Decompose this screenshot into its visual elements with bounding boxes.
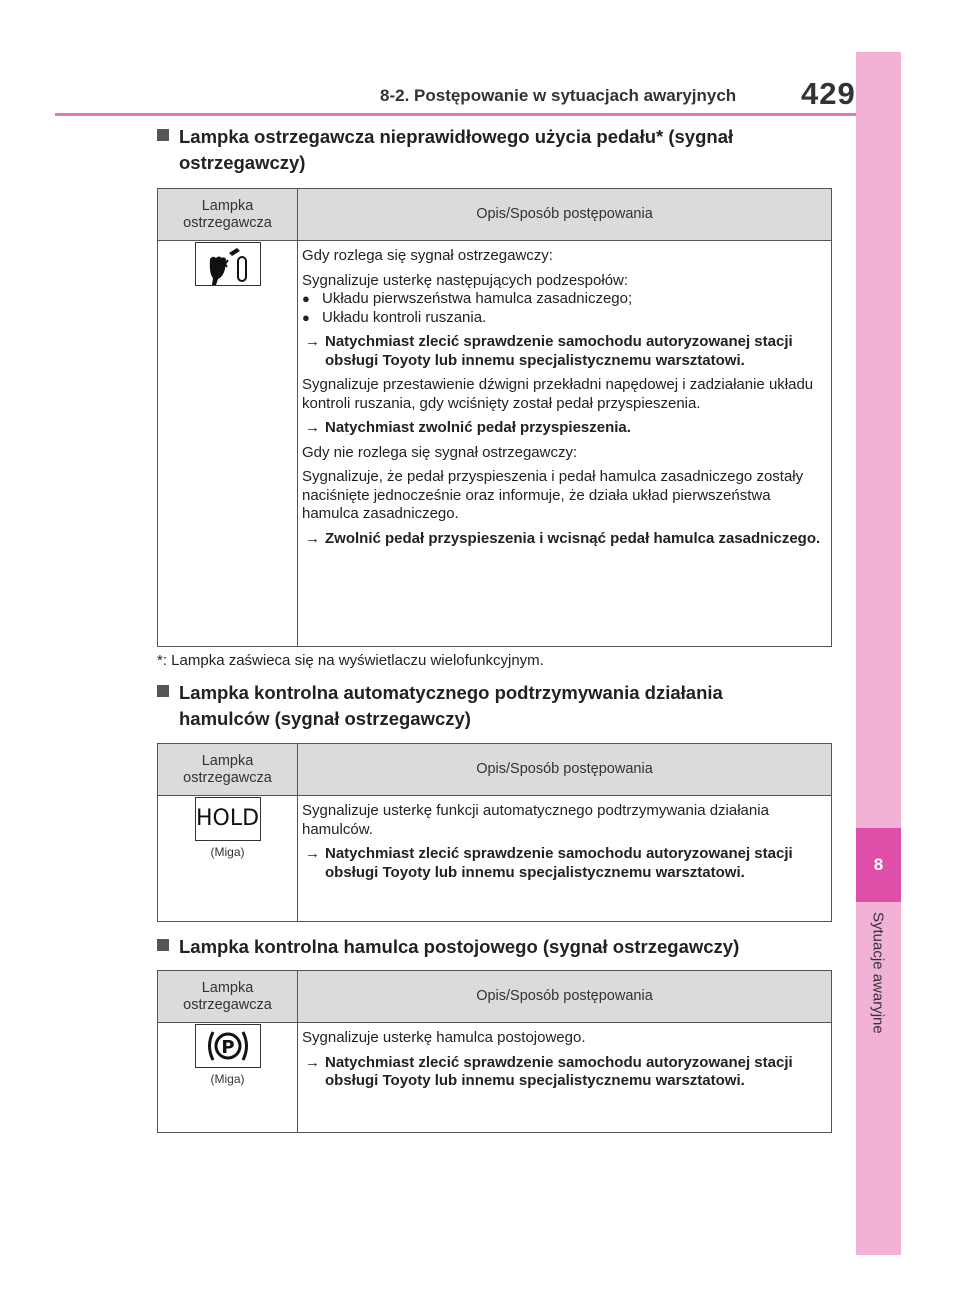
description-cell: Gdy rozlega się sygnał ostrzegawczy: Sygnalizuje usterkę następujących podzespołów: ● Układu pierwszeństwa hamulca zasadniczego; ● Układu kontroli ruszania. → Natychmiast zlecić sprawdzenie samochodu autoryzowanej stacji obsługi Toyoty lub innemu specjalistycznemu warsztatowi. Sygnalizuje przestawienie dźwigni przekładni napędowej i zadziałanie układu kontroli ruszania, gdy wciśnięty został pedał przyspieszenia. → Natychmiast zwolnić pedał przyspieszenia. Gdy nie rozlega się sygnał ostrzegawczy: Sygnalizuje, że pedał przyspieszenia i pedał hamulca zasadniczego zostały naciśnięte jednocześnie oraz informuje, że działa układ pierwszeństwa hamulca zasadniczego. → Zwolnić pedał przyspieszenia i wcisnąć pedał hamulca zasadniczego. <box>298 241 832 647</box>
action-item: → Natychmiast zlecić sprawdzenie samochodu autoryzowanej stacji obsługi Toyoty lub innemu specjalistycznemu warsztatowi. <box>305 333 793 369</box>
section3-heading: Lampka kontrolna hamulca postojowego (sygnał ostrzegawczy) <box>157 934 827 960</box>
blink-note: (Miga) <box>210 1072 245 1086</box>
square-bullet-icon <box>157 129 169 141</box>
square-bullet-icon <box>157 939 169 951</box>
col-header-desc: Opis/Sposób postępowania <box>298 744 832 796</box>
col-header-lamp: Lampka ostrzegawcza <box>158 971 298 1023</box>
action-item: → Natychmiast zlecić sprawdzenie samochodu autoryzowanej stacji obsługi Toyoty lub innemu specjalistycznemu warsztatowi. <box>305 845 793 881</box>
list-item: ● Układu pierwszeństwa hamulca zasadniczego; <box>302 290 633 307</box>
warning-table-2 <box>157 743 832 922</box>
section-title: 8-2. Postępowanie w sytuacjach awaryjnych <box>380 86 737 105</box>
action-item: → Natychmiast zwolnić pedał przyspieszenia. <box>305 419 631 436</box>
lamp-cell <box>158 1023 298 1133</box>
blink-note: (Miga) <box>210 845 245 859</box>
section2-heading: Lampka kontrolna automatycznego podtrzymywania działania hamulców (sygnał ostrzegawczy) <box>157 680 827 732</box>
chapter-label: Sytuacje awaryjne <box>869 912 887 1034</box>
col-header-desc: Opis/Sposób postępowania <box>298 189 832 241</box>
warning-table-3 <box>157 970 832 1133</box>
hold-indicator-icon: HOLD <box>195 797 261 841</box>
description-cell: Sygnalizuje usterkę funkcji automatycznego podtrzymywania działania hamulców. → Natychmiast zlecić sprawdzenie samochodu autoryzowanej stacji obsługi Toyoty lub innemu specjalistycznemu warsztatowi. <box>298 796 832 922</box>
pedal-misuse-warning-icon <box>195 242 261 286</box>
square-bullet-icon <box>157 685 169 697</box>
section1-heading: Lampka ostrzegawcza nieprawidłowego użycia pedału* (sygnał ostrzegawczy) <box>157 124 827 176</box>
description-cell: Sygnalizuje usterkę hamulca postojowego. → Natychmiast zlecić sprawdzenie samochodu autoryzowanej stacji obsługi Toyoty lub innemu specjalistycznemu warsztatowi. <box>298 1023 832 1133</box>
lamp-cell <box>158 796 298 922</box>
header-rule <box>55 113 856 116</box>
chapter-number: 8 <box>856 828 901 902</box>
col-header-lamp: Lampka ostrzegawcza <box>158 744 298 796</box>
page-number: 429 <box>801 76 856 111</box>
action-item: → Zwolnić pedał przyspieszenia i wcisnąć pedał hamulca zasadniczego. <box>305 529 821 547</box>
action-item: → Natychmiast zlecić sprawdzenie samochodu autoryzowanej stacji obsługi Toyoty lub innemu specjalistycznemu warsztatowi. <box>305 1053 793 1089</box>
lamp-cell <box>158 241 298 647</box>
list-item: ● Układu kontroli ruszania. <box>302 308 487 326</box>
parking-brake-icon <box>195 1024 261 1068</box>
warning-table-1 <box>157 188 832 647</box>
col-header-desc: Opis/Sposób postępowania <box>298 971 832 1023</box>
parking-brake-letter: P <box>220 1037 235 1058</box>
footnote: *: Lampka zaświeca się na wyświetlaczu wielofunkcyjnym. <box>157 652 544 669</box>
col-header-lamp: Lampka ostrzegawcza <box>158 189 298 241</box>
